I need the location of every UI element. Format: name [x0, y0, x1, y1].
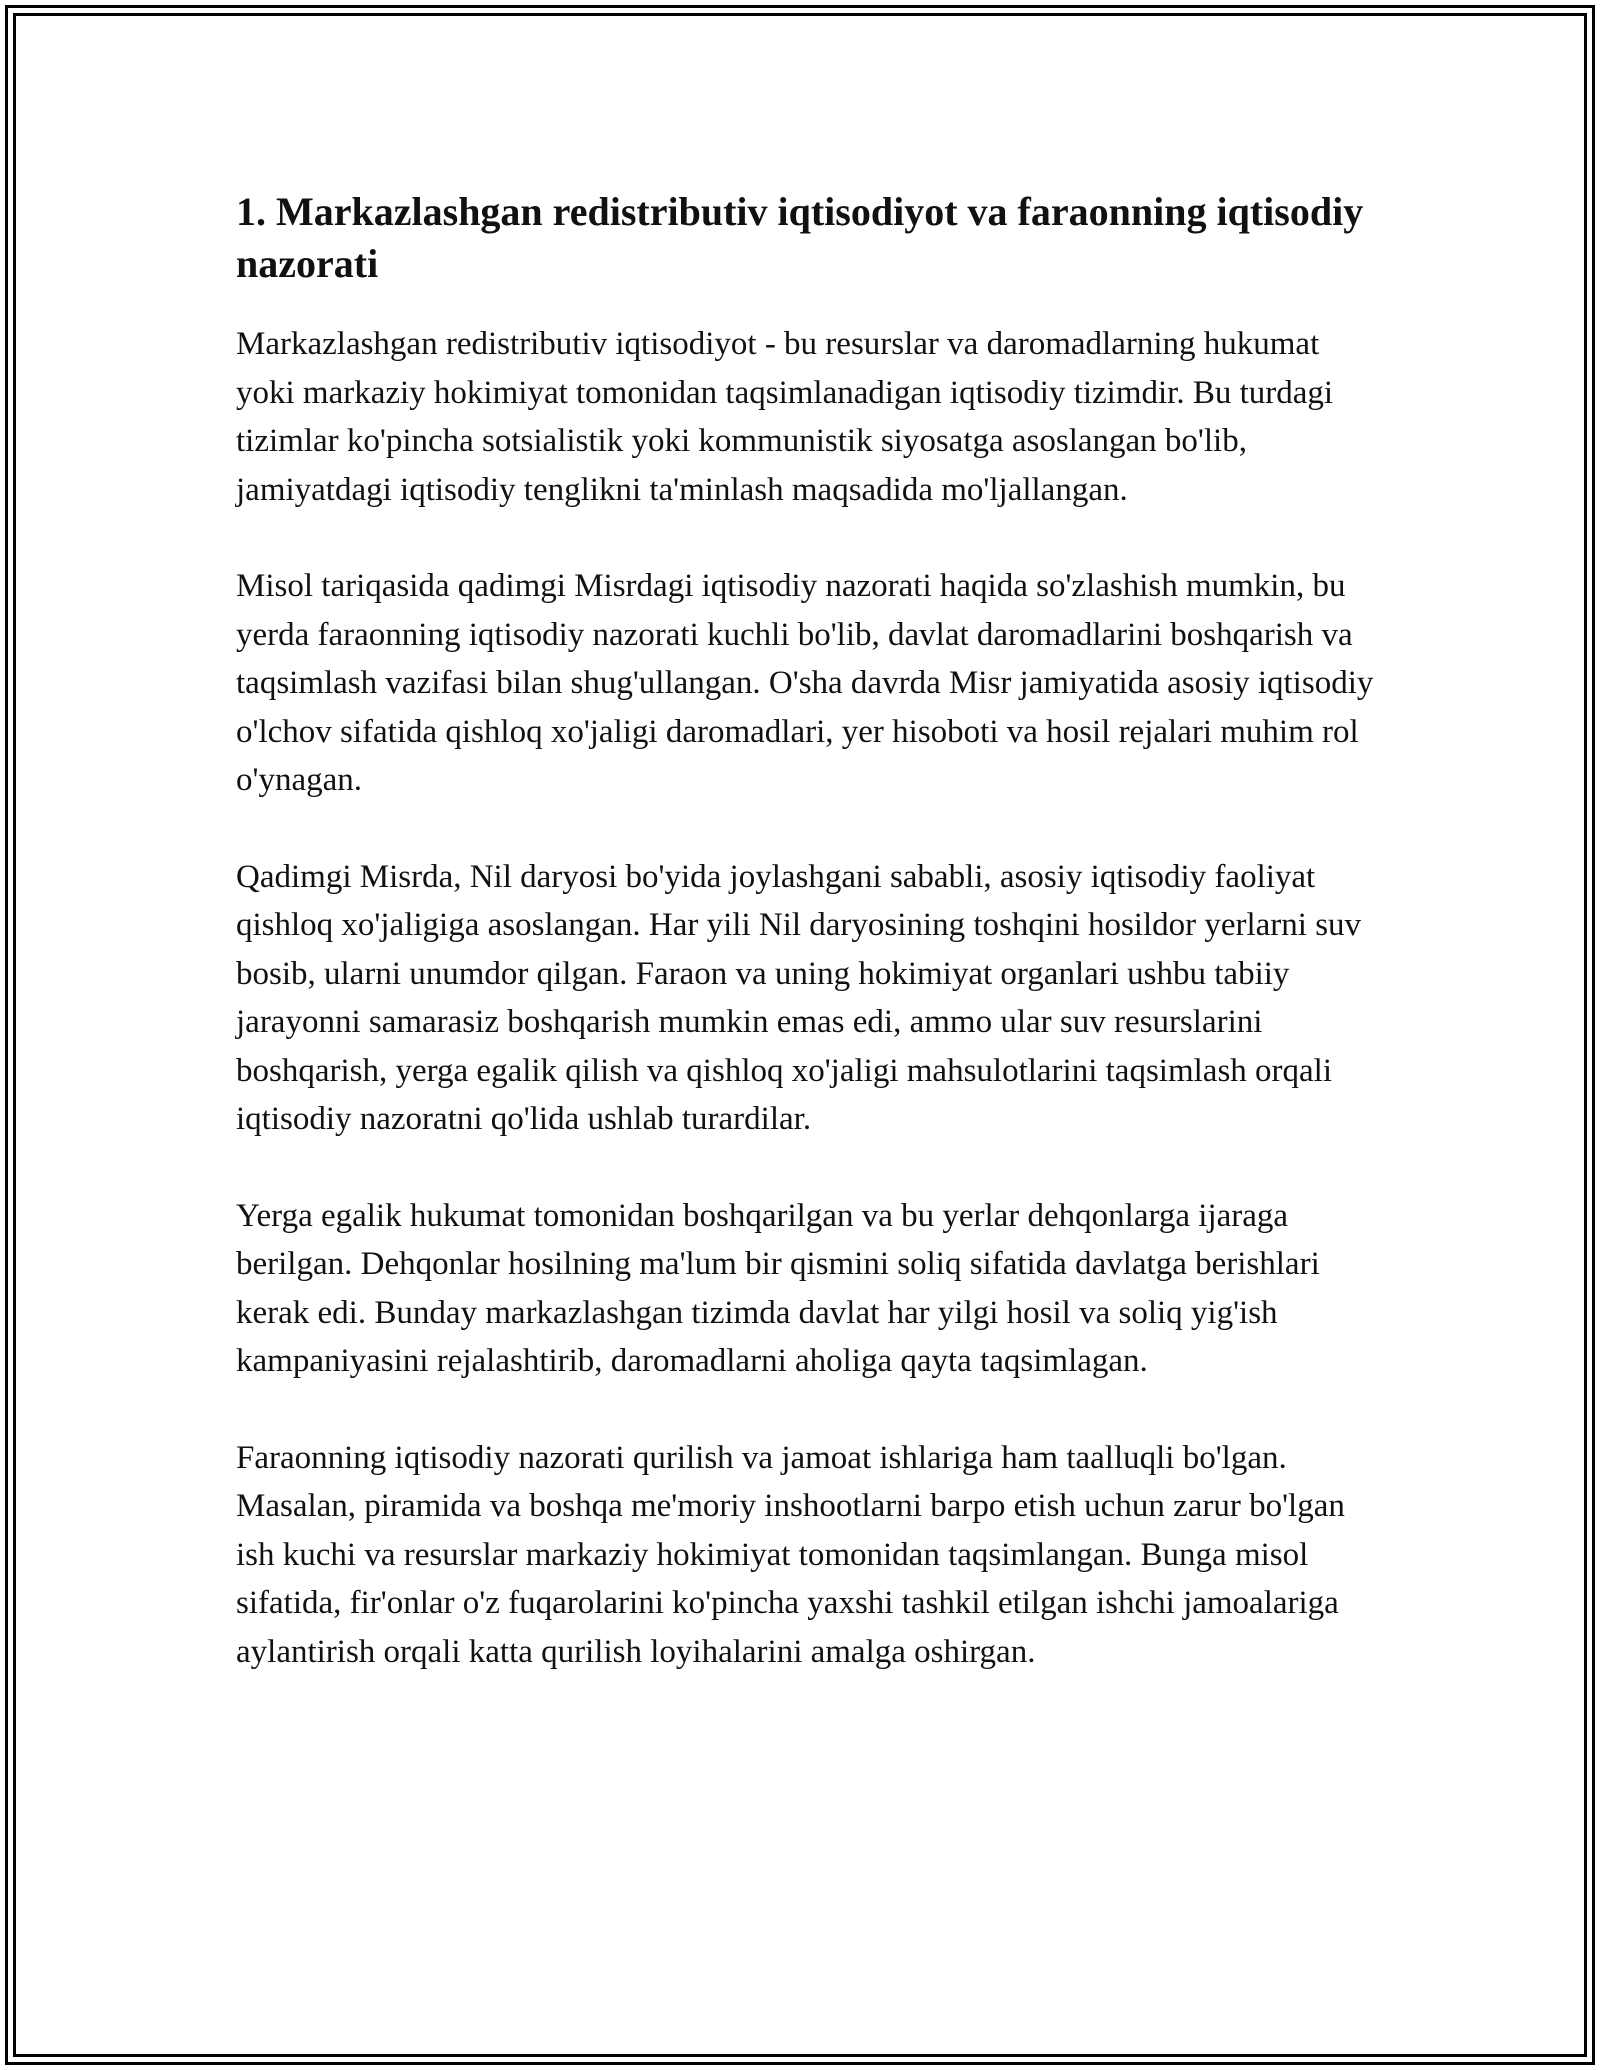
paragraph-2: Misol tariqasida qadimgi Misrdagi iqtisodiy nazorati haqida so'zlashish mumkin, bu yerda faraonning iqtisodiy nazorati kuchli bo'lib, davlat daromadlarini boshqarish va taqsimlash vazifasi bilan shug'ullangan. O'sha davrda Misr jamiyatida asosiy iqtisodiy o'lchov sifatida qishloq xo'jaligi daromadlari, yer hisoboti va hosil rejalari muhim rol o'ynagan.: [236, 568, 1374, 798]
paragraph-1: Markazlashgan redistributiv iqtisodiyot - bu resurslar va daromadlarning hukumat yoki markaziy hokimiyat tomonidan taqsimlanadigan iqtisodiy tizimdir. Bu turdagi tizimlar ko'pincha sotsialistik yoki kommunistik siyosatga asoslangan bo'lib, jamiyatdagi iqtisodiy tenglikni ta'minlash maqsadida mo'ljallangan.: [236, 326, 1334, 508]
paragraph-4: Yerga egalik hukumat tomonidan boshqarilgan va bu yerlar dehqonlarga ijaraga berilgan. Dehqonlar hosilning ma'lum bir qismini soliq sifatida davlatga berishlari kerak edi. Bunday markazlashgan tizimda davlat har yilgi hosil va soliq yig'ish kampaniyasini rejalashtirib, daromadlarni aholiga qayta taqsimlagan.: [236, 1197, 1320, 1379]
section-heading: 1. Markazlashgan redistributiv iqtisodiyot va faraonning iqtisodiy nazorati: [236, 189, 1364, 286]
document-body: [236, 186, 1376, 1724]
paragraph-5: Faraonning iqtisodiy nazorati qurilish va jamoat ishlariga ham taalluqli bo'lgan. Masalan, piramida va boshqa me'moriy inshootlarni barpo etish uchun zarur bo'lgan ish kuchi va resurslar markaziy hokimiyat tomonidan taqsimlangan. Bunga misol sifatida, fir'onlar o'z fuqarolarini ko'pincha yaxshi tashkil etilgan ishchi jamoalariga aylantirish orqali katta qurilish loyihalarini amalga oshirgan.: [236, 1439, 1345, 1670]
paragraph-3: Qadimgi Misrda, Nil daryosi bo'yida joylashgani sababli, asosiy iqtisodiy faoliyat qishloq xo'jaligiga asoslangan. Har yili Nil daryosining toshqini hosildor yerlarni suv bosib, ularni unumdor qilgan. Faraon va uning hokimiyat organlari ushbu tabiiy jarayonni samarasiz boshqarish mumkin emas edi, ammo ular suv resurslarini boshqarish, yerga egalik qilish va qishloq xo'jaligi mahsulotlarini taqsimlash orqali iqtisodiy nazoratni qo'lida ushlab turardilar.: [236, 858, 1362, 1137]
